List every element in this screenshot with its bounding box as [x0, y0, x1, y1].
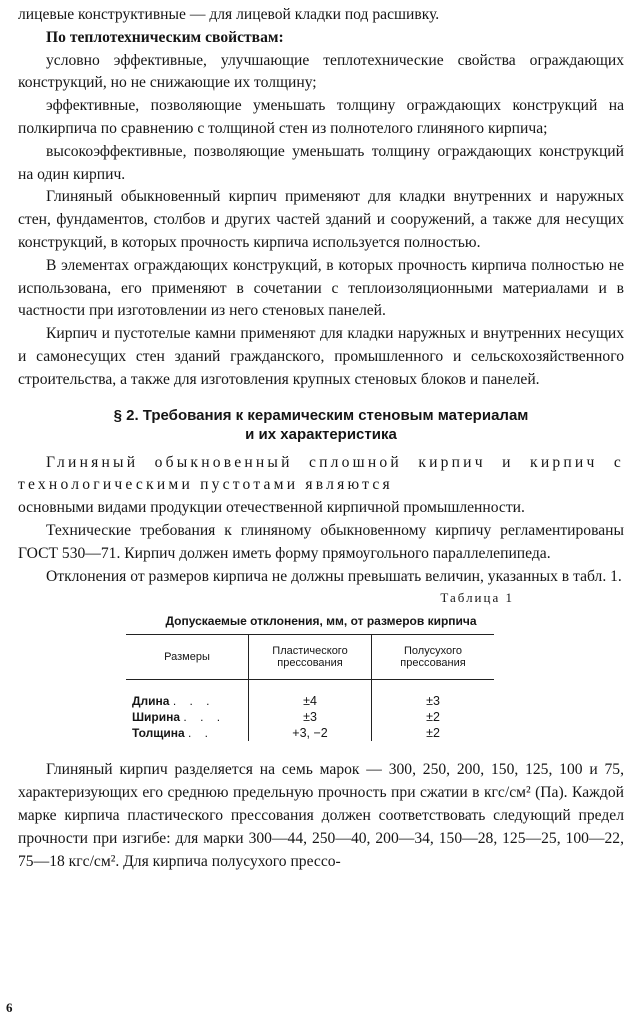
paragraph-enclosing: В элементах ограждающих конструкций, в которых прочность кирпича полностью не использована, его применяют в сочетании с теплоизоляционными материалами и в частности при изготовлении из него стеновых панелей.	[18, 256, 624, 320]
paragraph-hollow-stones: Кирпич и пустотелые камни применяют для кладки наружных и внутренних несущих и самонесущих стен зданий гражданского, промышленного и сельскохозяйственного строительства, а также для изготовления крупных стеновых блоков и панелей.	[18, 325, 624, 388]
plastic-cell: +3, −2	[249, 725, 372, 741]
plastic-cell: ±3	[249, 709, 372, 725]
section-heading	[18, 406, 624, 444]
page-number: 6	[6, 1000, 13, 1015]
paragraph-spaced: Глиняный обыкновенный сплошной кирпич и кирпич с технологическими пустотами являются	[18, 453, 624, 494]
table-header-row	[126, 635, 494, 680]
paragraph-gost: Технические требования к глиняному обыкновенному кирпичу регламентированы ГОСТ 530—71. Кирпич должен иметь форму прямоугольного параллелепипеда.	[18, 521, 624, 562]
table-row	[126, 709, 494, 725]
table-row	[126, 725, 494, 741]
paragraph-deviations: Отклонения от размеров кирпича не должны превышать величин, указанных в табл. 1.	[46, 567, 622, 585]
text-line-top: лицевые конструктивные — для лицевой кладки под расшивку.	[18, 6, 440, 23]
header-plastic: Пластического прессования	[249, 635, 372, 680]
row-name-cell: Ширина . . .	[132, 710, 226, 725]
paragraph-high-effective: высокоэффективные, позволяющие уменьшать толщину ограждающих конструкций на один кирпич.	[18, 142, 624, 183]
semidry-cell: ±2	[372, 725, 495, 741]
deviation-table	[126, 634, 494, 741]
page-body	[18, 4, 624, 873]
paragraph-brick-usage: Глиняный обыкновенный кирпич применяют для кладки внутренних и наружных стен, фундаментов, столбов и других частей зданий и сооружений, а также для несущих конструкций, в которых прочность кирпича используется полностью.	[18, 188, 624, 251]
section-heading-line1: § 2. Требования к керамическим стеновым материалам	[113, 406, 529, 424]
semidry-cell: ±3	[372, 680, 495, 710]
paragraph-conditional: условно эффективные, улучшающие теплотехнические свойства ограждающих конструкций, но не снижающие их толщину;	[18, 51, 624, 92]
table-row	[126, 680, 494, 710]
paragraph-main-types: основными видами продукции отечественной кирпичной промышленности.	[18, 499, 525, 517]
subheading-thermal: По теплотехническим свойствам:	[46, 28, 284, 46]
table-number: Таблица 1	[440, 590, 514, 606]
paragraph-effective: эффективные, позволяющие уменьшать толщину ограждающих конструкций на полкирпича по сравнению с толщиной стен из полнотелого глиняного кирпича;	[18, 97, 624, 137]
table-title: Допускаемые отклонения, мм, от размеров кирпича	[165, 614, 477, 629]
semidry-cell: ±2	[372, 709, 495, 725]
row-name-cell: Толщина . .	[132, 726, 214, 741]
paragraph-grades: Глиняный кирпич разделяется на семь марок — 300, 250, 200, 150, 125, 100 и 75, характеризующих его среднюю предельную прочность при сжатии в кгс/см² (Па). Каждой марке кирпича пластического прессования должен соответствовать следующий предел прочности при изгибе: для марки 300—44, 250—40, 200—34, 150—28, 125—25, 100—22, 75—18 кгс/см². Для кирпича полусухого прессо-	[18, 761, 624, 870]
row-name-cell: Длина . . .	[132, 694, 215, 709]
plastic-cell: ±4	[249, 680, 372, 710]
header-semidry: Полусухого прессования	[372, 635, 495, 680]
section-heading-line2: и их характеристика	[245, 425, 397, 443]
header-sizes: Размеры	[126, 635, 249, 680]
